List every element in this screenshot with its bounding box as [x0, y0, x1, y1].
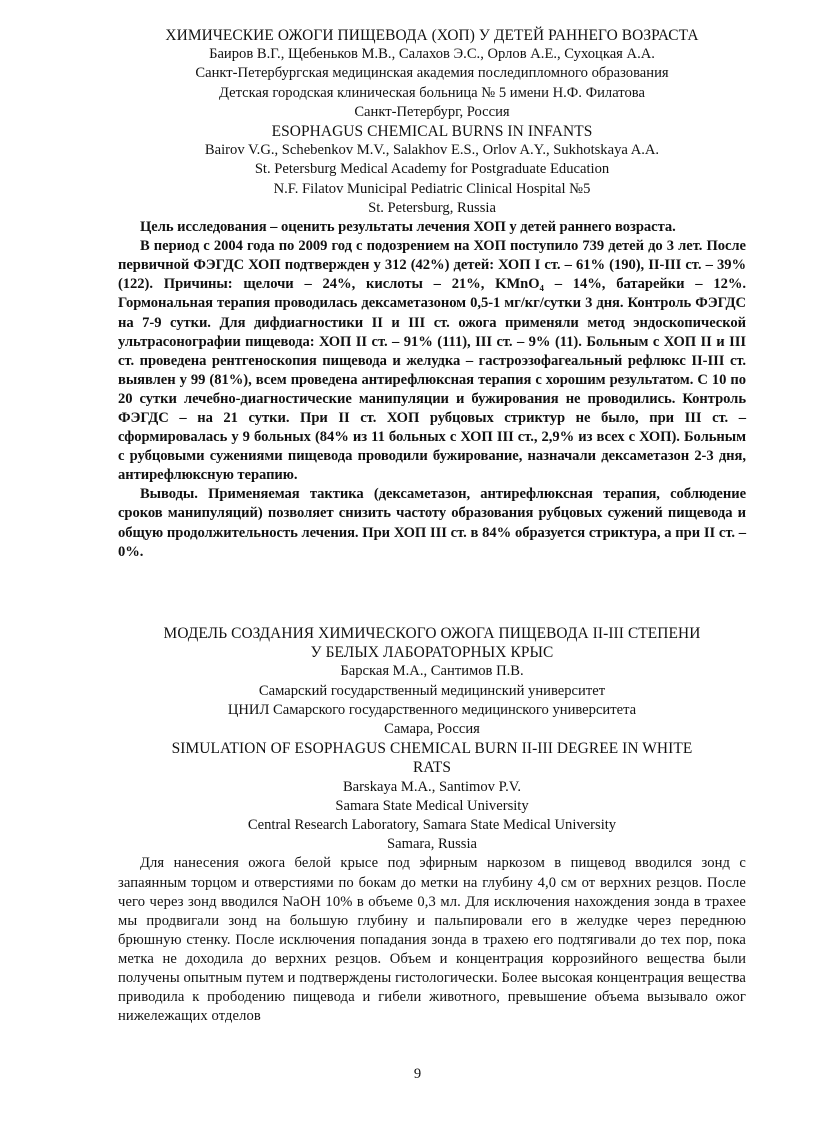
page-number: 9 [413, 1066, 422, 1082]
city-en: St. Petersburg, Russia [368, 199, 496, 216]
affiliation-en-1: Samara State Medical University [335, 797, 529, 814]
affiliation-ru-2: Детская городская клиническая больница № 5 имени Н.Ф. Филатова [219, 84, 645, 101]
article-title-en-line1: SIMULATION OF ESOPHAGUS CHEMICAL BURN II-III DEGREE IN WHITE [171, 740, 693, 758]
methods-paragraph: Для нанесения ожога белой крысе под эфирным наркозом в пищевод вводился зонд с запаянным торцом и отверстиями по бокам до метки на глубину 4,0 см от верхних резцов. После чего через зонд вводился NaOH 10% в объеме 0,3 мл. Для исключения нахождения зонда в трахее мы продвигали зонд на большую глубину и пальпировали его в желудке через переднюю брюшную стенку. После исключения попадания зонда в трахею его подтягивали до тех пор, пока метка не доходила до верхних резцов. Объем и концентрация коррозийного вещества были получены опытным путем и подтверждены гистологически. Более высокая концентрация вещества приводила к прободению пищевода и гибели животного, превышение объема вызывало ожог нижележащих отделов [118, 855, 746, 1025]
article-title-ru: ХИМИЧЕСКИЕ ОЖОГИ ПИЩЕВОДА (ХОП) У ДЕТЕЙ РАННЕГО ВОЗРАСТА [165, 27, 699, 44]
objective-paragraph: Цель исследования – оценить результаты лечения ХОП у детей раннего возраста. [140, 219, 676, 236]
affiliation-ru-1: Самарский государственный медицинский университет [258, 682, 606, 699]
article-title-ru-line2: У БЕЛЫХ ЛАБОРАТОРНЫХ КРЫС [310, 644, 554, 662]
authors-en: Barskaya M.A., Santimov P.V. [342, 778, 522, 795]
article-title-en-line2: RATS [412, 759, 452, 777]
city-ru: Самара, Россия [384, 721, 480, 738]
affiliation-en-2: N.F. Filatov Municipal Pediatric Clinical Hospital №5 [273, 180, 591, 197]
affiliation-en-2: Central Research Laboratory, Samara State Medical University [247, 817, 617, 834]
article-esophagus-burns-infants [118, 26, 746, 562]
conclusions-paragraph: Выводы. Применяемая тактика (дексаметазон, антирефлюксная терапия, соблюдение сроков манипуляций) позволяет снизить частоту образования рубцовых сужений пищевода и общую продолжительность лечения. При ХОП III ст. в 84% образуется стриктура, а при II ст. – 0%. [118, 486, 746, 560]
authors-ru: Баиров В.Г., Щебеньков М.В., Салахов Э.С., Орлов А.Е., Сухоцкая А.А. [209, 46, 655, 63]
article-title-ru-line1: МОДЕЛЬ СОЗДАНИЯ ХИМИЧЕСКОГО ОЖОГА ПИЩЕВОДА II-III СТЕПЕНИ [163, 625, 701, 642]
article-esophagus-burn-model-rats [118, 624, 746, 1026]
authors-en: Bairov V.G., Schebenkov M.V., Salakhov E.S., Orlov A.Y., Sukhotskaya A.A. [204, 142, 660, 159]
city-en: Samara, Russia [387, 836, 477, 853]
city-ru: Санкт-Петербург, Россия [354, 103, 510, 120]
methods-results-paragraph: В период с 2004 года по 2009 год с подозрением на ХОП поступило 739 детей до 3 лет. После первичной ФЭГДС ХОП подтвержден у 312 (42%) детей: ХОП I ст. – 61% (190), II-III ст. – 39% (122). Причины: щелочи – 24%, кислоты – 21%, KMnO₄ – 14%, батарейки – 12%. Гормональная терапия проводилась дексаметазоном 0,5-1 мг/кг/сутки 3 дня. Контроль ФЭГДС на 7-9 сутки. Для дифдиагностики II и III ст. ожога применяли метод эндоскопической ультрасонографии пищевода: ХОП II ст. – 91% (111), III ст. – 9% (11). Больным с ХОП II и III ст. проведена рентгеноскопия пищевода и желудка – гастроэзофагеальный рефлюкс II-III ст. выявлен у 99 (81%), всем проведена антирефлюксная терапия с хорошим результатом. С 10 по 20 сутки лечебно-диагностические манипуляции и бужирования не проводились. Контроль ФЭГДС – на 21 сутки. При II ст. ХОП рубцовых стриктур не было, при III ст. – сформировалась у 9 больных (84% из 11 больных с ХОП III ст., 2,9% из всех с ХОП). Больным с рубцовыми сужениями пищевода проводили бужирование, назначали дексаметазон 2-3 дня, антирефлюксную терапию. [118, 238, 746, 484]
affiliation-ru-1: Санкт-Петербургская медицинская академия последипломного образования [195, 65, 669, 82]
affiliation-en-1: St. Petersburg Medical Academy for Postgraduate Education [254, 161, 610, 178]
authors-ru: Барская М.А., Сантимов П.В. [340, 663, 524, 680]
article-title-en: ESOPHAGUS CHEMICAL BURNS IN INFANTS [271, 123, 593, 141]
affiliation-ru-2: ЦНИЛ Самарского государственного медицинского университета [227, 701, 637, 718]
